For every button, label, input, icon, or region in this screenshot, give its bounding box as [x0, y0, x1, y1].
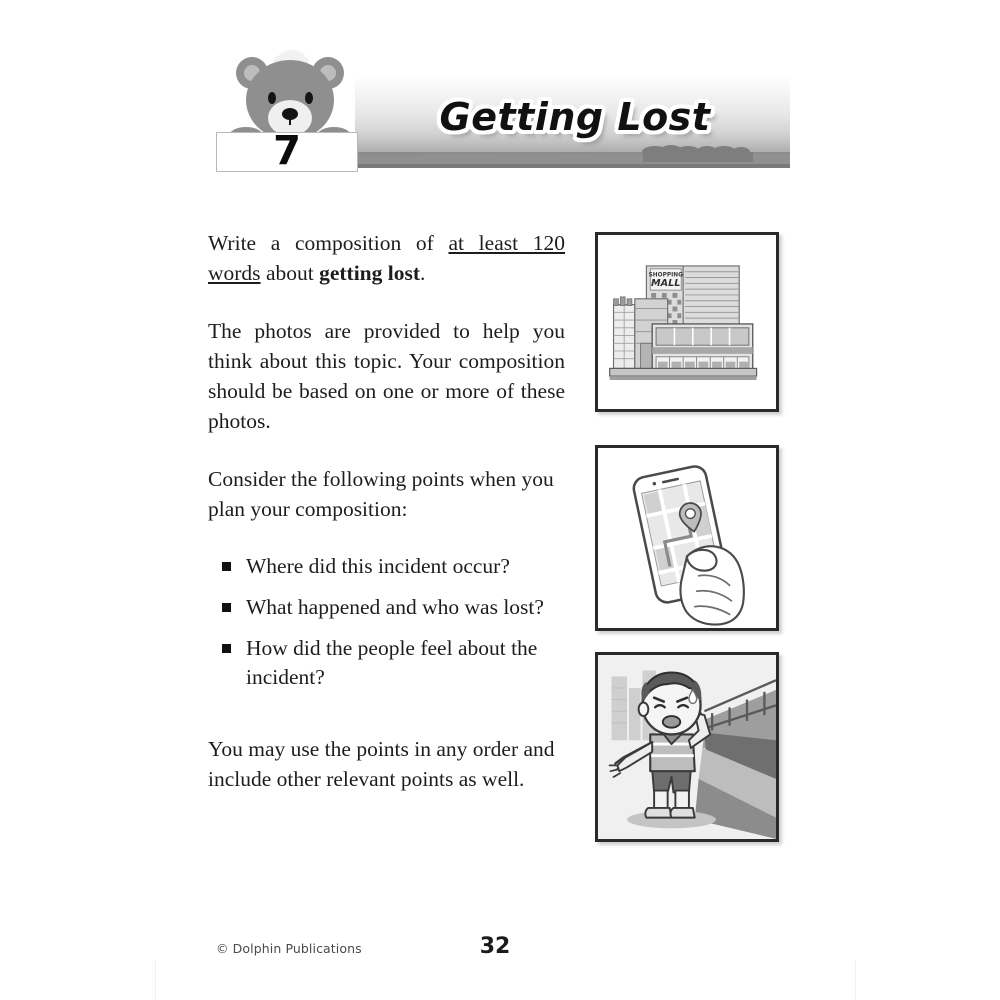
square-bullet-icon — [222, 562, 231, 571]
list-item-label: Where did this incident occur? — [246, 554, 510, 578]
p1-middle: about — [260, 261, 320, 285]
banner-landscape-silhouette — [355, 138, 790, 168]
list-item — [208, 634, 565, 692]
instruction-paragraph-3: Consider the following points when you plan your composition: — [208, 467, 554, 521]
page-number: 32 — [479, 934, 511, 959]
instruction-paragraph-2: The photos are provided to help you think about this topic. Your composition should be based on one or more of these photos. — [208, 319, 565, 433]
p1-after: . — [420, 261, 426, 285]
mall-sign-line1: SHOPPING — [648, 272, 683, 279]
lost-boy-illustration — [598, 655, 776, 839]
copyright-notice: © Dolphin Publications — [216, 941, 362, 956]
list-item — [208, 552, 565, 581]
page-edge-line-left — [155, 960, 156, 1000]
word-count-requirement: at least 120 words — [208, 231, 565, 285]
list-item-label: What happened and who was lost? — [246, 595, 544, 619]
unit-number: 7 — [273, 128, 301, 174]
square-bullet-icon — [222, 644, 231, 653]
shopping-mall-photo — [595, 232, 779, 412]
phone-map-photo — [595, 445, 779, 631]
shopping-mall-illustration — [598, 235, 776, 409]
mall-sign-line2: MALL — [651, 278, 681, 290]
spacer — [208, 704, 565, 734]
phone-map-illustration — [598, 448, 776, 628]
planning-points-list — [208, 552, 565, 692]
page-edge-line-right — [855, 960, 856, 1000]
topic-phrase: getting lost — [319, 261, 421, 285]
list-item — [208, 593, 565, 622]
page-title: Getting Lost — [439, 95, 711, 139]
p1-before: Write a composition of — [208, 231, 449, 255]
instruction-paragraph-1 — [208, 228, 565, 288]
square-bullet-icon — [222, 603, 231, 612]
instruction-paragraph-4: You may use the points in any order and include other relevant points as well. — [208, 737, 555, 791]
lost-boy-photo — [595, 652, 779, 842]
instructions-block — [208, 228, 565, 794]
list-item-label: How did the people feel about the incident? — [246, 636, 538, 689]
